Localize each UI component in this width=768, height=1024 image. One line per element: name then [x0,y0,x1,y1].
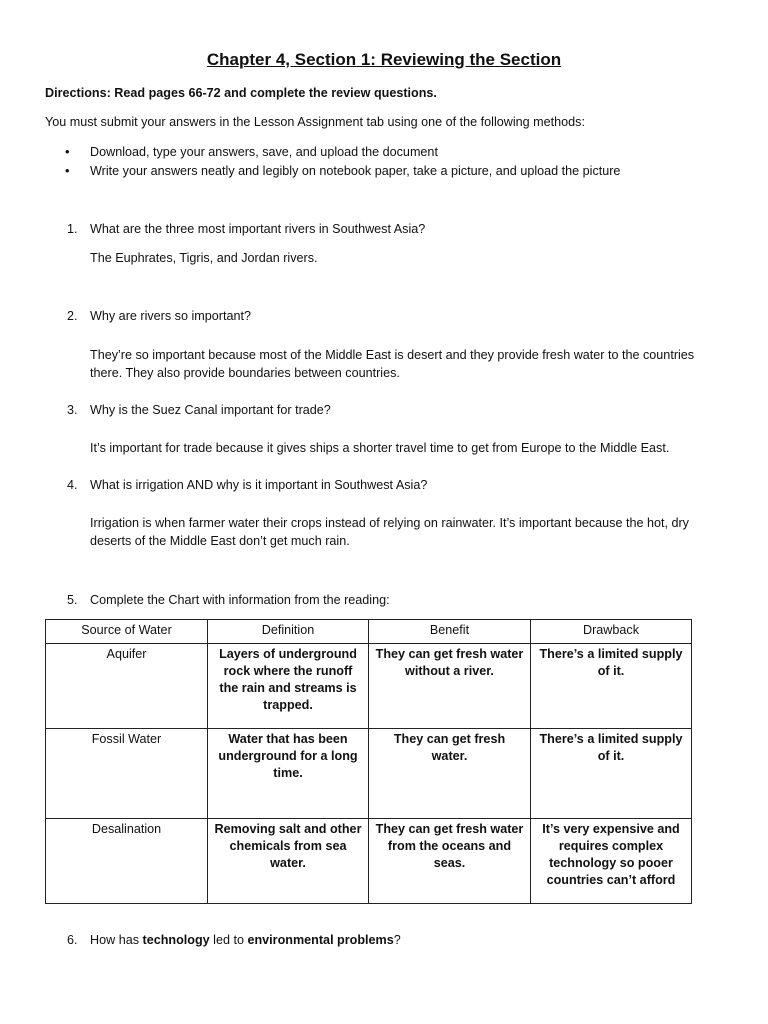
q6-pre: How has [90,933,143,947]
cell-drawback: It’s very expensive and requires complex technology so pooer countries can’t afford [531,819,692,904]
cell-definition: Removing salt and other chemicals from sea water. [208,819,369,904]
answer-text: Irrigation is when farmer water their crops instead of relying on rainwater. It’s important because the hot, dry deserts of the Middle East don’t get much rain. [90,516,689,548]
bullet-icon: • [65,144,70,159]
answer-text: The Euphrates, Tigris, and Jordan rivers. [90,251,318,265]
submit-note: You must submit your answers in the Lesson Assignment tab using one of the following methods: [45,115,585,129]
method-text: Download, type your answers, save, and upload the document [90,145,438,159]
question-text: Why are rivers so important? [90,309,251,323]
header-benefit: Benefit [369,620,531,644]
cell-benefit: They can get fresh water. [369,729,531,819]
question-number: 5. [67,593,78,607]
cell-source: Aquifer [46,644,208,729]
cell-definition: Water that has been underground for a long time. [208,729,369,819]
cell-source: Desalination [46,819,208,904]
cell-drawback: There’s a limited supply of it. [531,729,692,819]
cell-source: Fossil Water [46,729,208,819]
bullet-icon: • [65,163,70,178]
question-text [90,931,401,949]
question-text: Complete the Chart with information from the reading: [90,593,390,607]
question-number: 2. [67,309,78,323]
table-row [46,819,692,904]
question-number: 3. [67,403,78,417]
header-drawback: Drawback [531,620,692,644]
question-text: What are the three most important rivers in Southwest Asia? [90,222,426,236]
page-title: Chapter 4, Section 1: Reviewing the Section [206,50,562,69]
table-header-row [46,620,692,644]
question-number: 6. [67,933,78,947]
header-source: Source of Water [46,620,208,644]
cell-benefit: They can get fresh water from the oceans and seas. [369,819,531,904]
question-number: 1. [67,222,78,236]
q6-bold-environmental: environmental problems [247,933,394,947]
answer-text: They’re so important because most of the Middle East is desert and they provide fresh water to the countries there. They also provide boundaries between countries. [90,348,695,380]
question-text: What is irrigation AND why is it important in Southwest Asia? [90,478,428,492]
header-definition: Definition [208,620,369,644]
directions-text: Directions: Read pages 66-72 and complete the review questions. [45,86,437,100]
cell-drawback: There’s a limited supply of it. [531,644,692,729]
answer-text: It’s important for trade because it gives ships a shorter travel time to get from Europe to the Middle East. [90,441,670,455]
q6-mid: led to [209,933,248,947]
table-row [46,729,692,819]
question-text: Why is the Suez Canal important for trade? [90,403,331,417]
method-text: Write your answers neatly and legibly on notebook paper, take a picture, and upload the picture [90,164,621,178]
question-number: 4. [67,478,78,492]
q6-bold-technology: technology [142,933,210,947]
cell-benefit: They can get fresh water without a river. [369,644,531,729]
table-row [46,644,692,729]
cell-definition: Layers of underground rock where the runoff the rain and streams is trapped. [208,644,369,729]
q6-post: ? [393,933,401,947]
water-sources-table [45,619,692,904]
